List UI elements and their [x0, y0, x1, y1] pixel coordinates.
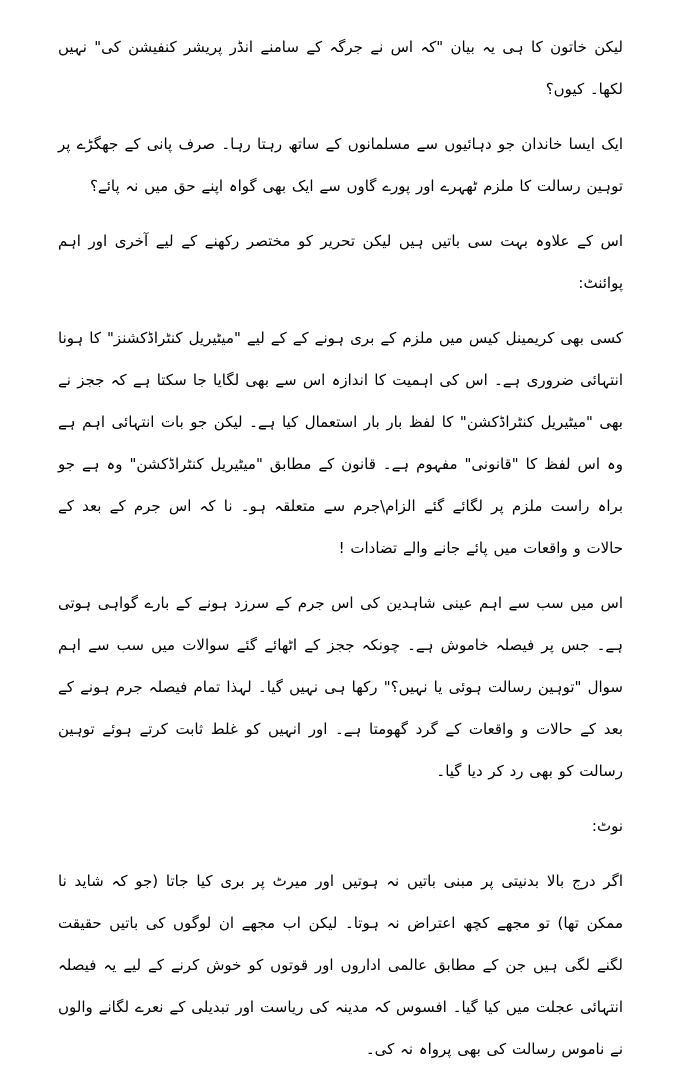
paragraph-woman-statement: لیکن خاتون کا ہی یہ بیان "کہ اس نے جرگہ کے سامنے انڈر پریشر کنفیشن کی" نہیں لکھا۔ کیوں؟	[58, 38, 623, 98]
paragraph-final-point-intro: اس کے علاوہ بہت سی باتیں ہیں لیکن تحریر کو مختصر رکھنے کے لیے آخری اور اہم پوائنٹ:	[58, 232, 623, 292]
paragraph-note-body: اگر درج بالا بدنیتی پر مبنی باتیں نہ ہوتیں اور میرٹ پر بری کیا جاتا (جو کہ شاید نا ممکن تھا) تو مجھے کچھ اعتراض نہ ہوتا۔ لیکن اب مجھے ان لوگوں کی باتیں حقیقت لگنے لگی ہیں جن کے مطابق عالمی اداروں اور قوتوں کو خوش کرنے کے لیے یہ فیصلہ انتہائی عجلت میں کیا گیا۔ افسوس کہ مدینہ کی ریاست اور تبدیلی کے نعرے لگانے والوں نے ناموس رسالت کی بھی پرواہ نہ کی۔	[58, 872, 623, 1058]
paragraph-material-contradictions: کسی بھی کریمینل کیس میں ملزم کے بری ہونے کے کے لیے "میٹیریل کنٹراڈکشنز" کا ہونا انتہائی ضروری ہے۔ اس کی اہمیت کا اندازہ اس سے بھی لگایا جا سکتا ہے کہ ججز نے بھی "میٹیریل کنٹراڈکشن" کا لفظ بار بار استعمال کیا ہے۔ لیکن جو بات انتہائی اہم ہے وہ اس لفظ کا "قانونی" مفہوم ہے۔ قانون کے مطابق "میٹیریل کنٹراڈکشن" وہ ہے جو براہ راست ملزم پر لگائے گئے الزام\جرم سے متعلقہ ہو۔ نا کہ اس جرم کے بعد کے حالات و واقعات میں پائے جانے والے تضادات !	[58, 329, 623, 557]
note-heading: نوٹ:	[591, 817, 623, 835]
paragraph-eyewitness-testimony: اس میں سب سے اہم عینی شاہدین کی اس جرم کے سرزد ہونے کے بارے گواہی ہوتی ہے۔ جس پر فیصلہ خاموش ہے۔ چونکہ ججز کے اٹھائے گئے سوالات میں سب سے اہم سوال "توہین رسالت ہوئی یا نہیں؟" رکھا ہی نہیں گیا۔ لہذا تمام فیصلہ جرم ہونے کے بعد کے حالات و واقعات کے گرد گھومتا ہے۔ اور انہیں کو غلط ثابت کرتے ہوئے توہین رسالت کو بھی رد کر دیا گیا۔	[58, 594, 623, 780]
paragraph-family-dispute: ایک ایسا خاندان جو دہائیوں سے مسلمانوں کے ساتھ رہتا رہا۔ صرف پانی کے جھگڑے پر توہین رسالت کا ملزم ٹھہرے اور پورے گاوں سے ایک بھی گواہ اپنے حق میں نہ پائے؟	[58, 135, 623, 195]
